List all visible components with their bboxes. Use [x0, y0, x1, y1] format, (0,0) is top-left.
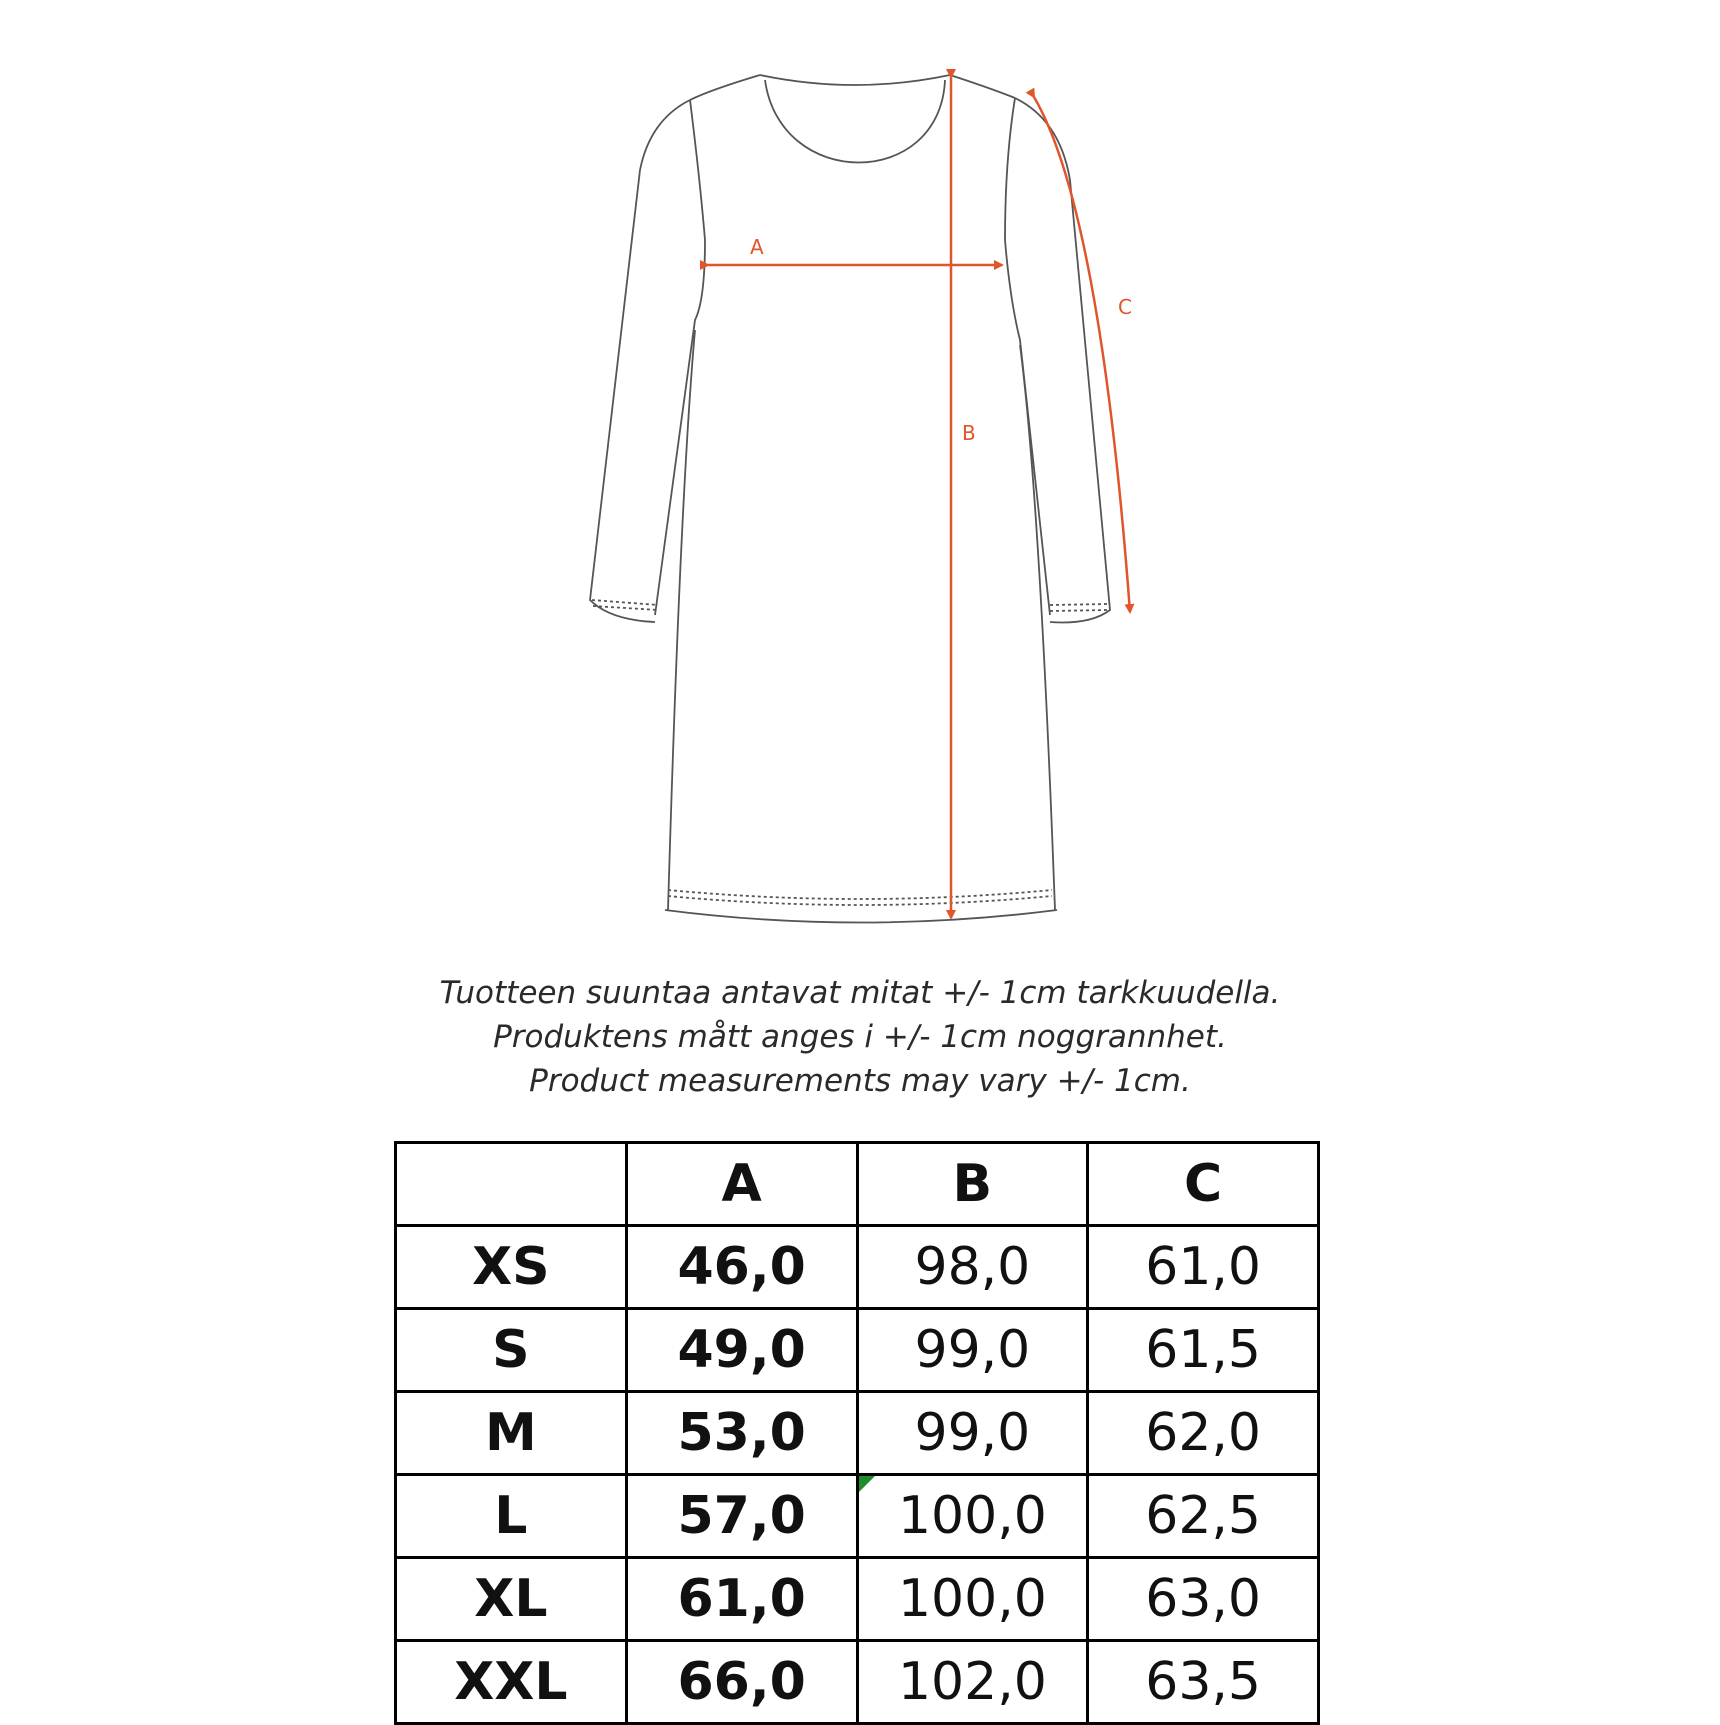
b-cell: 100,0 — [857, 1558, 1088, 1641]
size-cell: S — [396, 1309, 627, 1392]
c-cell: 62,0 — [1088, 1392, 1319, 1475]
dress-outline — [590, 75, 1110, 923]
c-cell: 62,5 — [1088, 1475, 1319, 1558]
label-c: C — [1118, 295, 1132, 319]
note-english: Product measurements may vary +/- 1cm. — [529, 1063, 1191, 1099]
table-row — [396, 1309, 1319, 1392]
arrow-c — [1034, 97, 1130, 612]
b-cell: 102,0 — [857, 1641, 1088, 1724]
size-cell: M — [396, 1392, 627, 1475]
size-table — [394, 1141, 1320, 1725]
measurement-arrows — [708, 77, 1130, 918]
table-row — [396, 1392, 1319, 1475]
note-finnish: Tuotteen suuntaa antavat mitat +/- 1cm tarkkuudella. — [439, 975, 1281, 1011]
size-cell: XXL — [396, 1641, 627, 1724]
label-b: B — [962, 421, 976, 445]
c-cell: 61,0 — [1088, 1226, 1319, 1309]
header-c: C — [1088, 1143, 1319, 1226]
c-cell: 61,5 — [1088, 1309, 1319, 1392]
header-a: A — [626, 1143, 857, 1226]
a-cell: 46,0 — [626, 1226, 857, 1309]
size-cell: L — [396, 1475, 627, 1558]
header-b: B — [857, 1143, 1088, 1226]
a-cell: 53,0 — [626, 1392, 857, 1475]
table-row — [396, 1226, 1319, 1309]
note-swedish: Produktens mått anges i +/- 1cm noggrannhet. — [493, 1019, 1227, 1055]
a-cell: 66,0 — [626, 1641, 857, 1724]
table-row — [396, 1641, 1319, 1724]
c-cell: 63,5 — [1088, 1641, 1319, 1724]
c-cell: 63,0 — [1088, 1558, 1319, 1641]
b-cell: 100,0 — [857, 1475, 1088, 1558]
header-size — [396, 1143, 627, 1226]
table-row — [396, 1558, 1319, 1641]
table-row — [396, 1475, 1319, 1558]
b-cell: 98,0 — [857, 1226, 1088, 1309]
table-header-row — [396, 1143, 1319, 1226]
size-cell: XL — [396, 1558, 627, 1641]
a-cell: 61,0 — [626, 1558, 857, 1641]
a-cell: 57,0 — [626, 1475, 857, 1558]
b-cell: 99,0 — [857, 1392, 1088, 1475]
label-a: A — [750, 235, 764, 259]
size-cell: XS — [396, 1226, 627, 1309]
b-cell: 99,0 — [857, 1309, 1088, 1392]
a-cell: 49,0 — [626, 1309, 857, 1392]
